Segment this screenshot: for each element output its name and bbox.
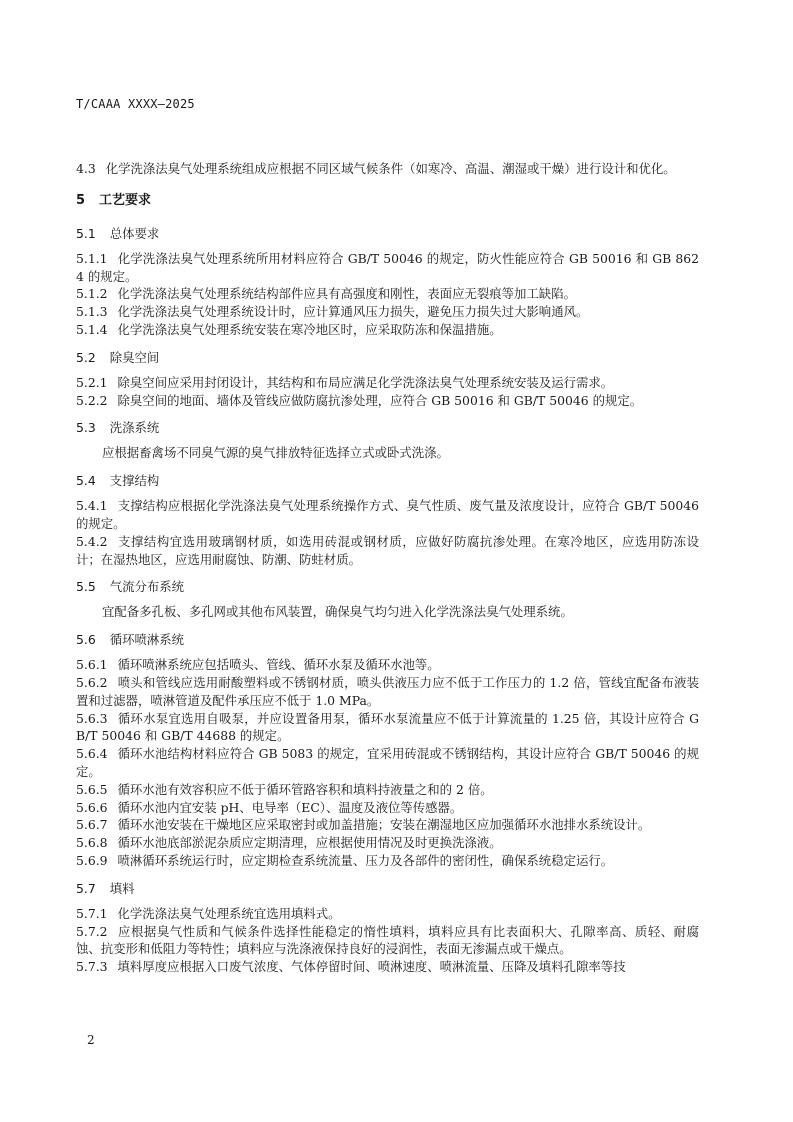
clause-5-7-2: 5.7.2 应根据臭气性质和气候条件选择性能稳定的惰性填料，填料应具有比表面积大、孔隙率高、质轻、耐腐蚀、抗变形和低阻力等特性；填料应与洗涤液保持良好的浸润性，表面无渗漏点或干燥点。	[76, 923, 699, 957]
paragraph-5-5: 宜配备多孔板、多孔网或其他布风装置，确保臭气均匀进入化学洗涤法臭气处理系统。	[102, 604, 573, 620]
clause-5-2-1: 5.2.1 除臭空间应采用封闭设计，其结构和布局应满足化学洗涤法臭气处理系统安装及运行需求。	[76, 374, 614, 390]
clause-5-6-8: 5.6.8 循环水池底部淤泥杂质应定期清理，应根据使用情况及时更换洗涤液。	[76, 835, 502, 851]
clause-5-7-3: 5.7.3 填料厚度应根据入口废气浓度、气体停留时间、喷淋速度、喷淋流量、压降及填料孔隙率等技	[76, 959, 626, 975]
clause-5-6-5: 5.6.5 循环水池有效容积应不低于循环管路容积和填料持液量之和的 2 倍。	[76, 781, 493, 797]
clause-4-3: 4.3 化学洗涤法臭气处理系统组成应根据不同区域气候条件（如寒冷、高温、潮湿或干燥）进行设计和优化。	[76, 161, 676, 176]
page-number: 2	[87, 1033, 95, 1047]
clause-5-6-4: 5.6.4 循环水池结构材料应符合 GB 5083 的规定，宜采用砖混或不锈钢结构，其设计应符合 GB/T 50046 的规定。	[76, 746, 699, 779]
subsection-heading-5-3: 5.3 洗涤系统	[76, 420, 160, 436]
clause-5-6-1: 5.6.1 循环喷淋系统应包括喷头、管线、循环水泵及循环水池等。	[76, 657, 440, 673]
clause-5-1-3: 5.1.3 化学洗涤法臭气处理系统设计时，应计算通风压力损失，避免压力损失过大影响通风。	[76, 304, 589, 320]
subsection-heading-5-6: 5.6 循环喷淋系统	[76, 632, 185, 648]
section-heading-5: 5 工艺要求	[76, 192, 152, 208]
document-body	[76, 160, 699, 976]
clause-5-6-9: 5.6.9 喷淋循环系统运行时，应定期检查系统流量、压力及各部件的密闭性，确保系统稳定运行。	[76, 852, 614, 868]
subsection-heading-5-7: 5.7 填料	[76, 880, 135, 896]
clause-5-2-2: 5.2.2 除臭空间的地面、墙体及管线应做防腐抗渗处理，应符合 GB 50016 和 GB/T 50046 的规定。	[76, 392, 643, 408]
subsection-heading-5-4: 5.4 支撑结构	[76, 473, 160, 489]
document-code-header: T/CAAA XXXX—2025	[76, 97, 195, 111]
clause-5-6-6: 5.6.6 循环水池内宜安装 pH、电导率（EC）、温度及液位等传感器。	[76, 799, 463, 815]
clause-5-7-1: 5.7.1 化学洗涤法臭气处理系统宜选用填料式。	[76, 905, 341, 921]
subsection-heading-5-1: 5.1 总体要求	[76, 225, 160, 241]
subsection-heading-5-5: 5.5 气流分布系统	[76, 579, 185, 595]
clause-5-6-3: 5.6.3 循环水泵宜选用自吸泵，并应设置备用泵，循环水泵流量应不低于计算流量的 1.25 倍，其设计应符合 GB/T 50046 和 GB/T 44688 的规定。	[76, 710, 699, 744]
clause-5-1-4: 5.1.4 化学洗涤法臭气处理系统安装在寒冷地区时，应采取防冻和保温措施。	[76, 321, 502, 337]
clause-5-6-2: 5.6.2 喷头和管线应选用耐酸塑料或不锈钢材质，喷头供液压力应不低于工作压力的 1.2 倍，管线宜配备布液装置和过滤器，喷淋管道及配件承压应不低于 1.0 MPa。	[76, 674, 699, 708]
subsection-heading-5-2: 5.2 除臭空间	[76, 349, 160, 365]
clause-5-1-2: 5.1.2 化学洗涤法臭气处理系统结构部件应具有高强度和刚性，表面应无裂痕等加工缺陷。	[76, 286, 576, 302]
clause-5-4-1: 5.4.1 支撑结构应根据化学洗涤法臭气处理系统操作方式、臭气性质、废气量及浓度设计，应符合 GB/T 50046 的规定。	[76, 498, 699, 531]
clause-5-4-2: 5.4.2 支撑结构宜选用玻璃钢材质，如选用砖混或钢材质，应做好防腐抗渗处理。在寒冷地区，应选用防冻设计；在湿热地区，应选用耐腐蚀、防潮、防蛀材质。	[76, 533, 699, 567]
clause-5-1-1: 5.1.1 化学洗涤法臭气处理系统所用材料应符合 GB/T 50046 的规定，防火性能应符合 GB 50016 和 GB 8624 的规定。	[76, 250, 699, 284]
clause-5-6-7: 5.6.7 循环水池安装在干燥地区应采取密封或加盖措施；安装在潮湿地区应加强循环水池排水系统设计。	[76, 817, 651, 833]
paragraph-5-3: 应根据畜禽场不同臭气源的臭气排放特征选择立式或卧式洗涤。	[102, 445, 449, 461]
